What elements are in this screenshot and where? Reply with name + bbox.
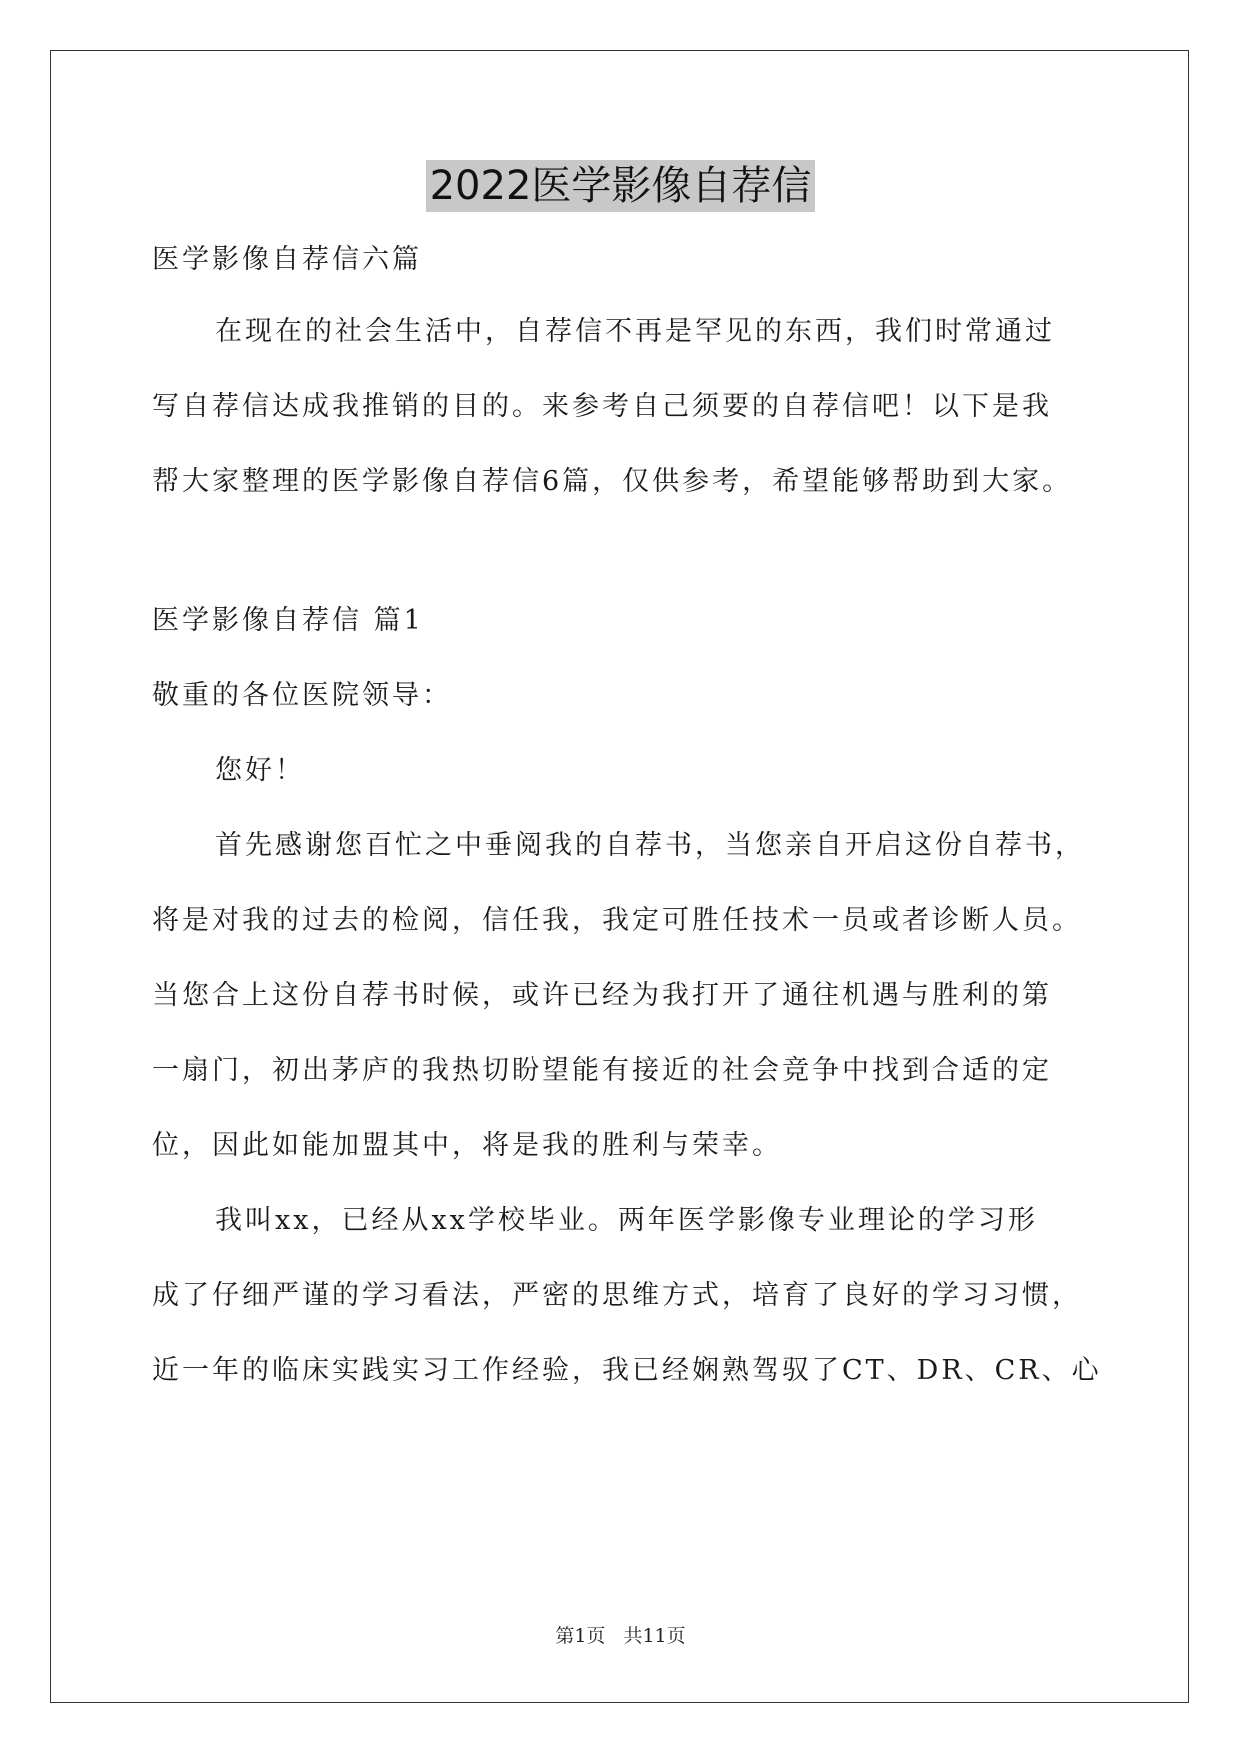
paragraph1-line-4: 一扇门，初出茅庐的我热切盼望能有接近的社会竞争中找到合适的定 xyxy=(152,1055,1052,1086)
section-heading: 医学影像自荐信 篇1 xyxy=(152,605,424,636)
paragraph2-line-3: 近一年的临床实践实习工作经验，我已经娴熟驾驭了CT、DR、CR、心 xyxy=(152,1355,1102,1386)
page-total: 共11页 xyxy=(623,1625,686,1647)
paragraph1-line-5: 位，因此如能加盟其中，将是我的胜利与荣幸。 xyxy=(152,1130,782,1161)
subtitle: 医学影像自荐信六篇 xyxy=(152,244,422,275)
page-number: 第1页 xyxy=(555,1625,606,1647)
intro-line-3: 帮大家整理的医学影像自荐信6篇，仅供参考，希望能够帮助到大家。 xyxy=(152,466,1073,497)
paragraph2-line-2: 成了仔细严谨的学习看法，严密的思维方式，培育了良好的学习习惯， xyxy=(152,1280,1082,1311)
intro-line-2: 写自荐信达成我推销的目的。来参考自己须要的自荐信吧！以下是我 xyxy=(152,391,1052,422)
page-border xyxy=(50,50,1189,1703)
document-title: 2022医学影像自荐信 xyxy=(426,160,816,212)
paragraph2-line-1: 我叫xx，已经从xx学校毕业。两年医学影像专业理论的学习形 xyxy=(215,1205,1038,1236)
intro-line-1: 在现在的社会生活中，自荐信不再是罕见的东西，我们时常通过 xyxy=(215,316,1055,347)
greeting: 您好！ xyxy=(215,755,305,786)
salutation: 敬重的各位医院领导： xyxy=(152,680,452,711)
paragraph1-line-3: 当您合上这份自荐书时候，或许已经为我打开了通往机遇与胜利的第 xyxy=(152,980,1052,1011)
paragraph1-line-1: 首先感谢您百忙之中垂阅我的自荐书，当您亲自开启这份自荐书， xyxy=(215,830,1085,861)
title-container xyxy=(0,160,1241,212)
paragraph1-line-2: 将是对我的过去的检阅，信任我，我定可胜任技术一员或者诊断人员。 xyxy=(152,905,1082,936)
page-footer xyxy=(0,1623,1241,1649)
